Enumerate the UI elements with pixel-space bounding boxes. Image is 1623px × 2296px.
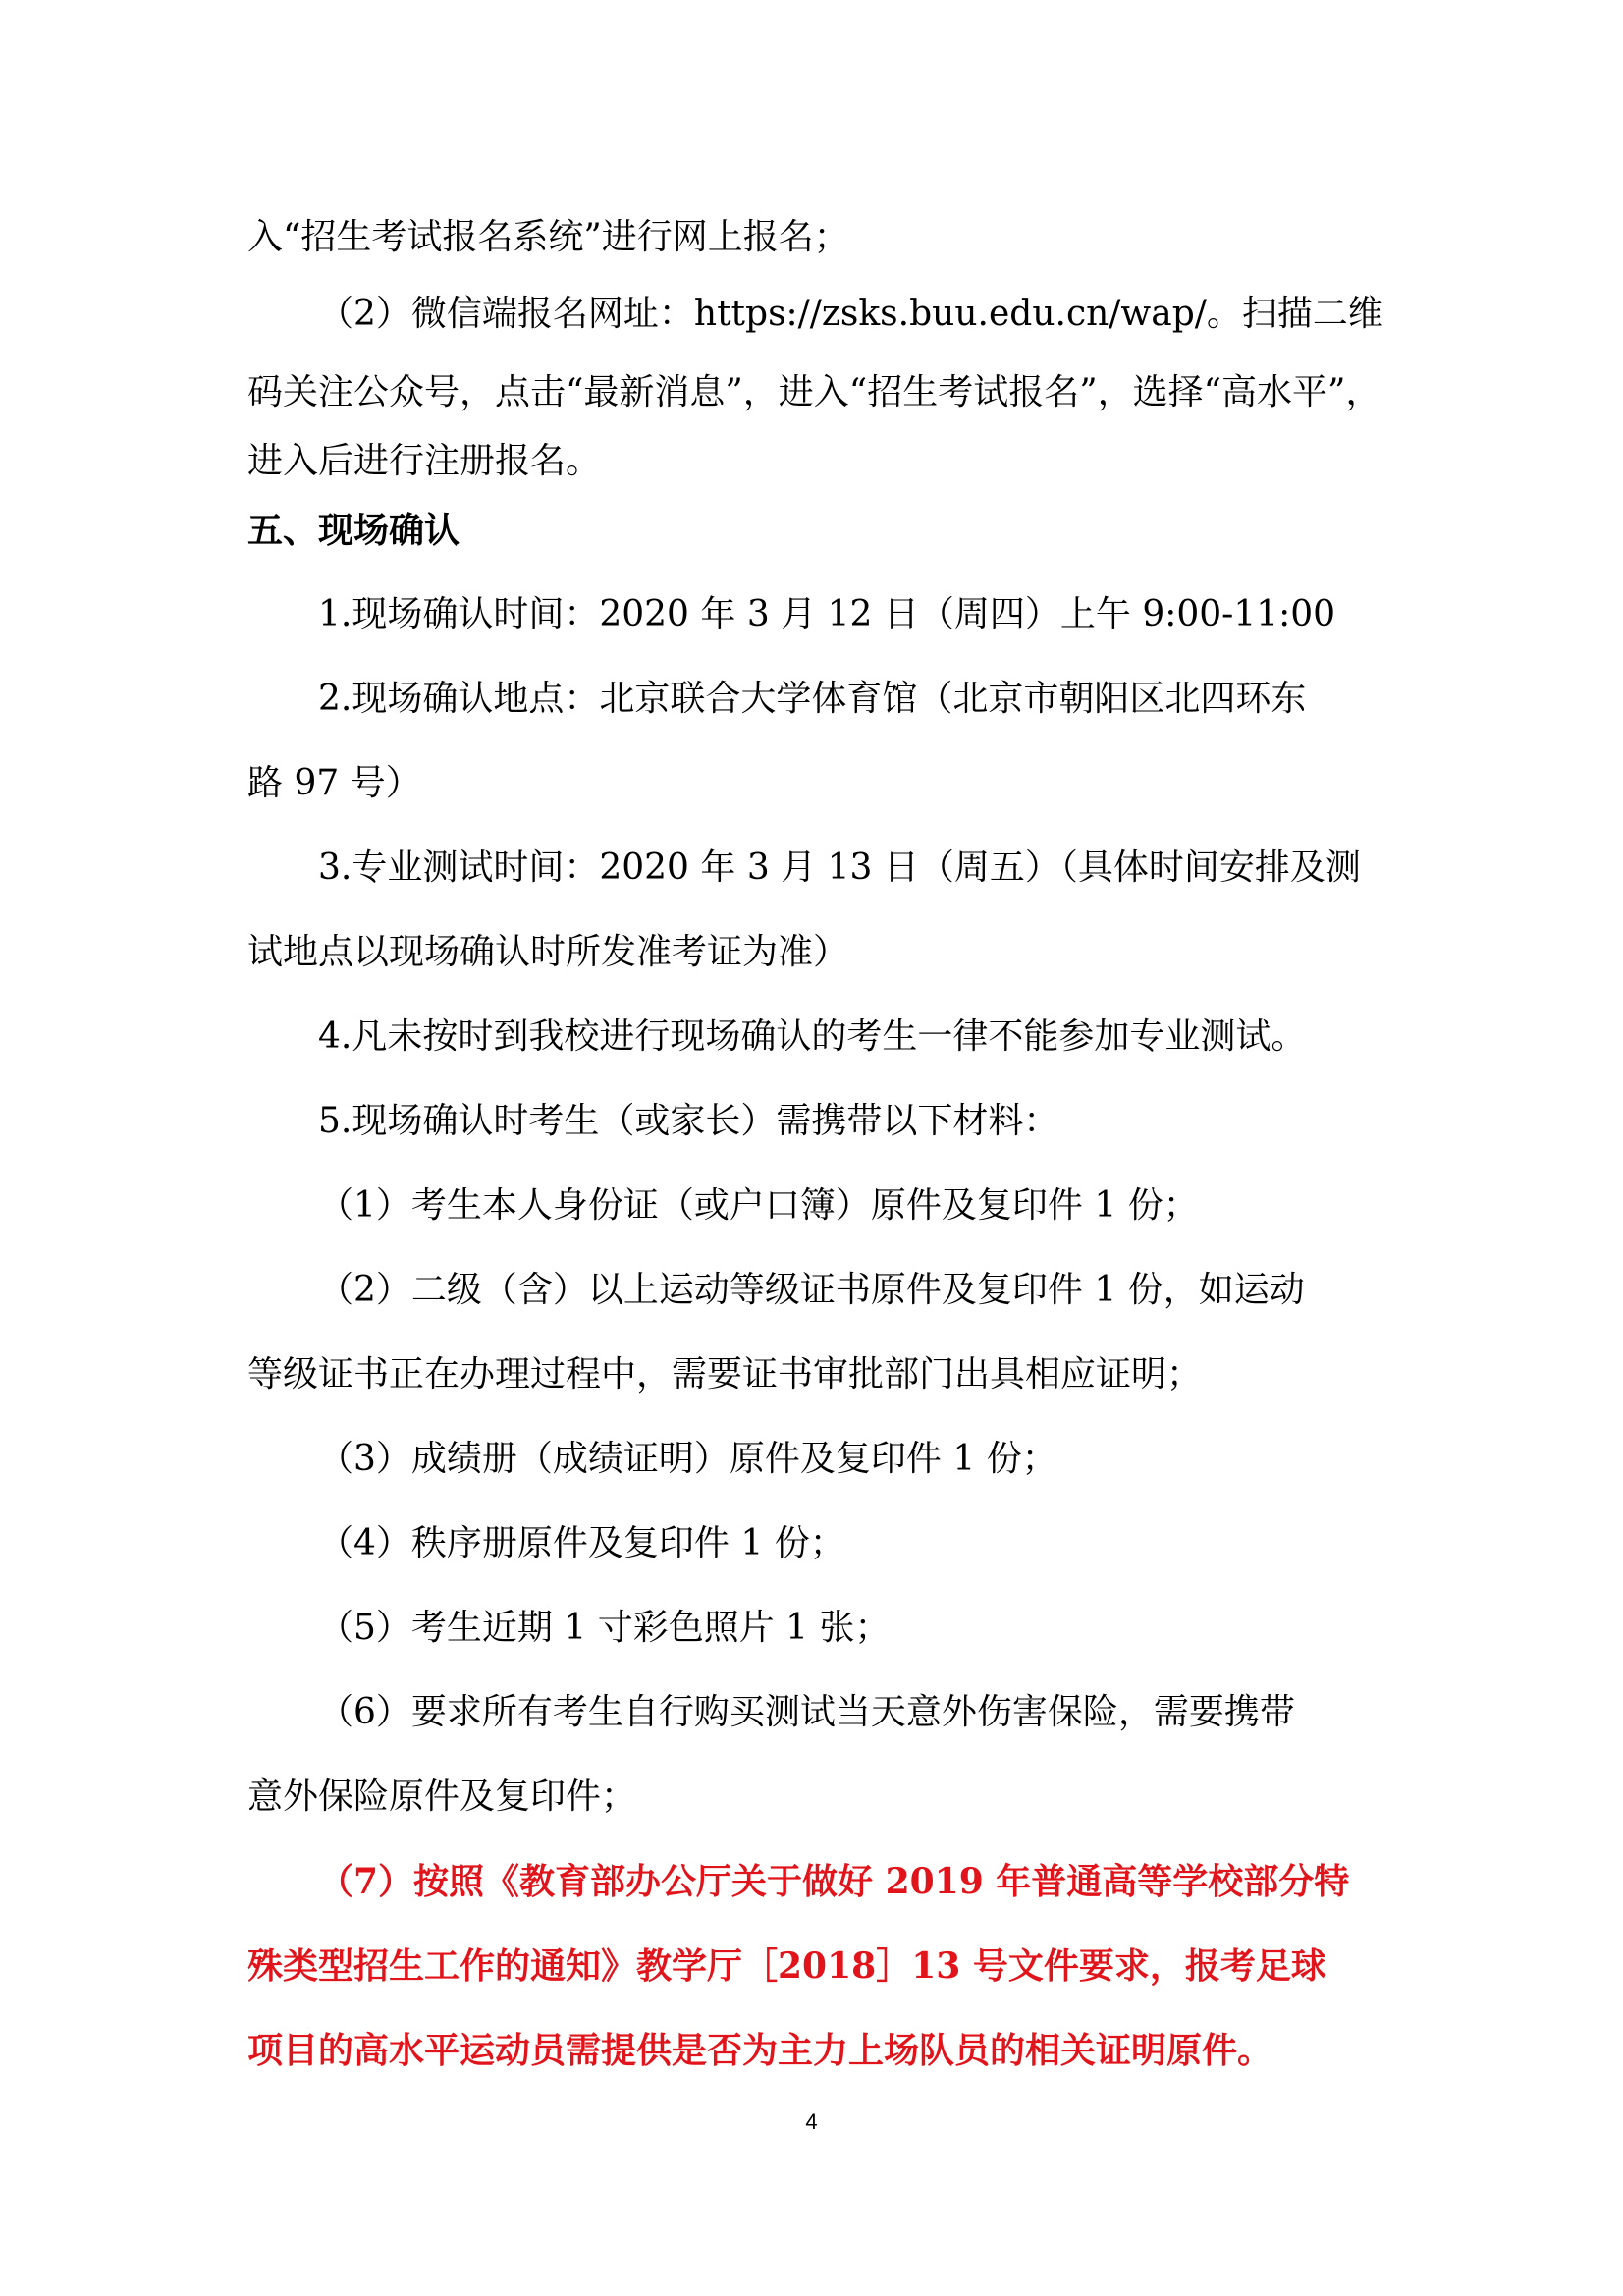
body-text-line: （2）微信端报名网址：https://zsks.buu.edu.cn/wap/。扫描二维 (318, 294, 1383, 334)
list-item: 3.专业测试时间：2020 年 3 月 13 日（周五）（具体时间安排及测 (318, 847, 1361, 888)
section-heading: 五、现场确认 (247, 510, 460, 551)
list-item: （3）成绩册（成绩证明）原件及复印件 1 份； (318, 1439, 1057, 1479)
red-note-line: （7）按照《教育部办公厅关于做好 2019 年普通高等学校部分特 (318, 1861, 1350, 1902)
list-item: （2）二级（含）以上运动等级证书原件及复印件 1 份，如运动 (318, 1270, 1305, 1310)
list-item: 试地点以现场确认时所发准考证为准） (247, 932, 849, 972)
list-item: 路 97 号） (247, 763, 421, 803)
body-text-line: 入“招生考试报名系统”进行网上报名； (247, 217, 849, 257)
list-item: （1）考生本人身份证（或户口簿）原件及复印件 1 份； (318, 1185, 1199, 1226)
list-item: 5.现场确认时考生（或家长）需携带以下材料： (318, 1101, 1059, 1141)
list-item: 等级证书正在办理过程中，需要证书审批部门出具相应证明； (247, 1354, 1203, 1394)
red-note-line: 殊类型招生工作的通知》教学厅［2018］13 号文件要求，报考足球 (247, 1945, 1326, 1987)
list-item: 2.现场确认地点：北京联合大学体育馆（北京市朝阳区北四环东 (318, 679, 1307, 719)
body-text-line: 进入后进行注册报名。 (247, 441, 602, 481)
list-item: 1.现场确认时间：2020 年 3 月 12 日（周四）上午 9:00-11:00 (318, 594, 1336, 634)
list-item: （4）秩序册原件及复印件 1 份； (318, 1523, 845, 1563)
list-item: （6）要求所有考生自行购买测试当天意外伤害保险，需要携带 (318, 1692, 1295, 1732)
body-text-line: 码关注公众号，点击“最新消息”，进入“招生考试报名”，选择“高水平”， (247, 372, 1381, 412)
page-number: 4 (805, 2109, 818, 2134)
list-item: 4.凡未按时到我校进行现场确认的考生一律不能参加专业测试。 (318, 1016, 1307, 1057)
list-item: 意外保险原件及复印件； (247, 1777, 637, 1817)
list-item: （5）考生近期 1 寸彩色照片 1 张； (318, 1608, 891, 1648)
red-note-line: 项目的高水平运动员需提供是否为主力上场队员的相关证明原件。 (247, 2030, 1273, 2071)
